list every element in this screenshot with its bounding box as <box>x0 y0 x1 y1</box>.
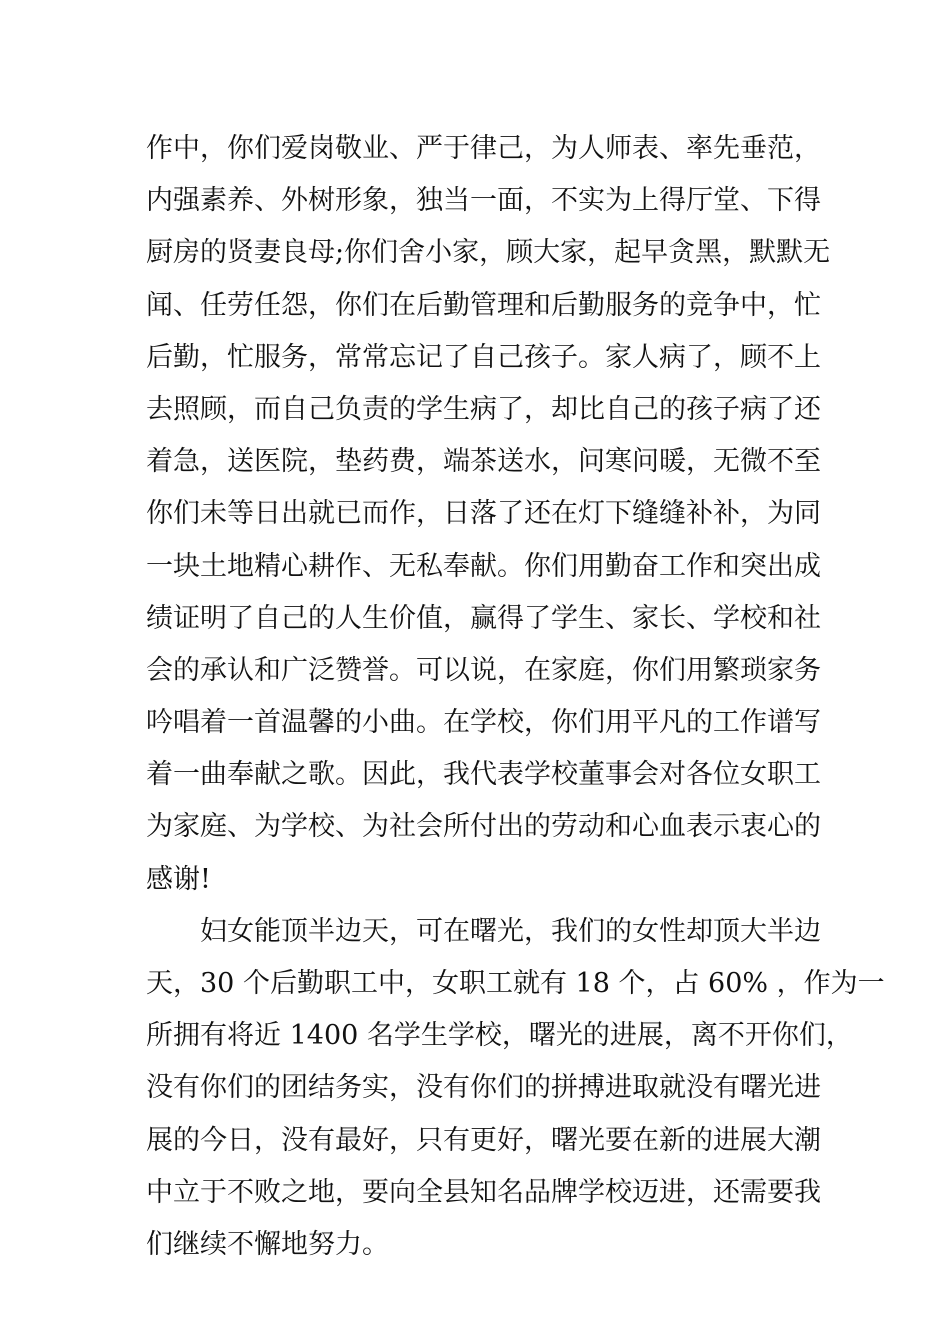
text-line: 内强素养、外树形象，独当一面，不实为上得厅堂、下得 <box>146 185 821 217</box>
text-line: 后勤，忙服务，常常忘记了自己孩子。家人病了，顾不上 <box>146 341 821 373</box>
text-line: 你们未等日出就已而作，日落了还在灯下缝缝补补，为同 <box>146 498 821 530</box>
text-line: 吟唱着一首温馨的小曲。在学校，你们用平凡的工作谱写 <box>146 707 821 739</box>
text-line: 所拥有将近 1400 名学生学校，曙光的进展，离不开你们， <box>146 1020 853 1052</box>
text-line: 厨房的贤妻良母;你们舍小家，顾大家，起早贪黑，默默无 <box>146 237 831 269</box>
text-line: 中立于不败之地，要向全县知名品牌学校迈进，还需要我 <box>146 1176 821 1208</box>
text-line: 一块土地精心耕作、无私奉献。你们用勤奋工作和突出成 <box>146 550 821 582</box>
text-line: 着急，送医院，垫药费，端茶送水，问寒问暖，无微不至 <box>146 446 821 478</box>
text-line: 去照顾，而自己负责的学生病了，却比自己的孩子病了还 <box>146 393 821 425</box>
text-line: 展的今日，没有最好，只有更好，曙光要在新的进展大潮 <box>146 1124 821 1156</box>
text-line: 闻、任劳任怨，你们在后勤管理和后勤服务的竞争中，忙 <box>146 289 821 321</box>
text-line: 作中，你们爱岗敬业、严于律己，为人师表、率先垂范， <box>146 133 821 164</box>
text-line: 没有你们的团结务实，没有你们的拼搏进取就没有曙光进 <box>146 1072 821 1104</box>
text-line: 妇女能顶半边天，可在曙光，我们的女性却顶大半边 <box>200 915 821 947</box>
text-line: 会的承认和广泛赞誉。可以说，在家庭，你们用繁琐家务 <box>146 654 821 686</box>
body-text <box>146 123 885 1271</box>
text-line: 们继续不懈地努力。 <box>146 1228 389 1260</box>
paragraph-1 <box>146 123 831 906</box>
text-line: 天，30 个后勤职工中，女职工就有 18 个，占 60% ，作为一 <box>146 968 885 999</box>
text-line: 为家庭、为学校、为社会所付出的劳动和心血表示衷心的 <box>146 811 821 843</box>
paragraph-2 <box>146 906 885 1271</box>
text-line: 绩证明了自己的人生价值，赢得了学生、家长、学校和社 <box>146 602 821 634</box>
text-line: 感谢! <box>146 863 211 895</box>
text-line: 着一曲奉献之歌。因此，我代表学校董事会对各位女职工 <box>146 759 821 791</box>
